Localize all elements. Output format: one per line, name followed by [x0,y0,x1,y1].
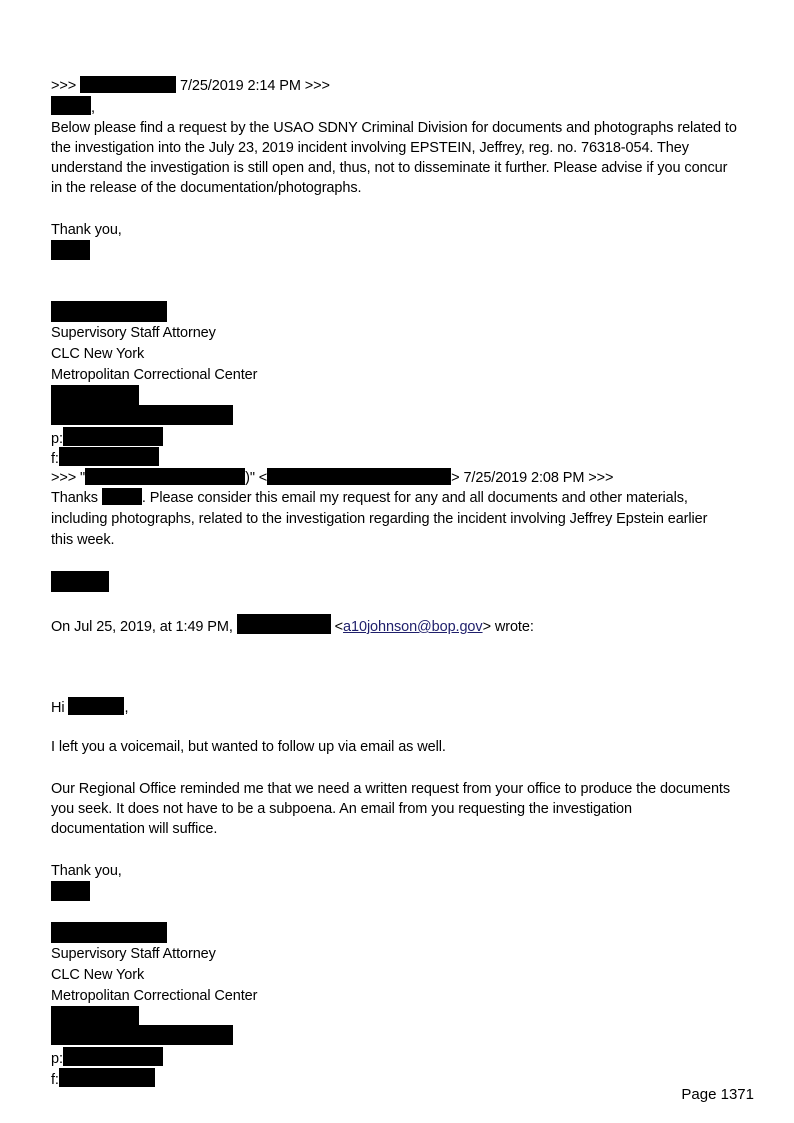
header-prefix: >>> [51,78,77,94]
quoted-body-line-3: documentation will suffice. [51,821,218,837]
signature2-office: CLC New York [51,967,145,983]
redaction-signature2-name [51,922,167,943]
redaction-signature-name [51,301,167,322]
quoted-header [51,614,534,637]
quoted-on-prefix: On Jul 25, 2019, at 1:49 PM, [51,619,233,635]
redaction-address2-2 [51,1025,233,1045]
redaction-address-2 [51,405,233,425]
redaction-address2-1 [51,1006,139,1027]
redaction-recipient-name [102,488,142,505]
redaction-quoted-sender [237,614,331,634]
signature2-phone [51,1047,163,1069]
greeting-comma: , [91,100,95,116]
email-close: > wrote: [482,619,534,635]
email-link[interactable]: a10johnson@bop.gov [343,619,483,635]
email2-line-2: including photographs, related to the investigation regarding the incident involving Jeffrey Epstein earlier [51,511,708,527]
voicemail-line: I left you a voicemail, but wanted to follow up via email as well. [51,739,446,755]
redaction-sender-name [85,468,245,485]
fax-label: f: [51,451,59,467]
redaction-phone-2 [63,1047,163,1066]
thanks-word: Thanks [51,490,98,506]
email1-header [51,76,330,96]
signature1-office: CLC New York [51,346,145,362]
signature2-facility: Metropolitan Correctional Center [51,988,258,1004]
redaction-signoff-name [51,240,90,260]
email1-body-line-2: the investigation into the July 23, 2019 incident involving EPSTEIN, Jeffrey, reg. no. 76318-054. They [51,140,689,156]
header-prefix: >>> " [51,470,86,486]
email2-line-1 [51,488,688,508]
email-open: < [334,619,344,635]
redaction-fax [59,447,159,466]
email1-body-line-4: in the release of the documentation/photographs. [51,180,362,196]
redaction-quoted-recipient [68,697,124,715]
phone-label: p: [51,1051,63,1067]
redaction-fax-2 [59,1068,155,1087]
signature2-fax [51,1068,155,1090]
signature1-title: Supervisory Staff Attorney [51,325,216,341]
quoted-signoff: Thank you, [51,863,122,879]
signature1-phone [51,427,163,449]
page-number: Page 1371 [681,1086,754,1103]
signature2-title: Supervisory Staff Attorney [51,946,216,962]
quoted-body-line-1: Our Regional Office reminded me that we need a written request from your office to produce the documents [51,781,730,797]
signature1-fax [51,447,159,469]
hi-word: Hi [51,700,65,716]
redaction-quoted-signoff-name [51,881,90,901]
signature1-facility: Metropolitan Correctional Center [51,367,258,383]
redaction-address-1 [51,385,139,406]
email2-header [51,468,613,488]
redaction-greeting-name [51,96,91,115]
redaction-sender-email [267,468,451,485]
email1-body-line-3: understand the investigation is still open and, thus, not to disseminate it further. Please advise if you concur [51,160,728,176]
header-time: > 7/25/2019 2:08 PM >>> [451,470,614,486]
redaction-phone [63,427,163,446]
email1-signoff: Thank you, [51,222,122,238]
email2-line-3: this week. [51,532,115,548]
quoted-body-line-2: you seek. It does not have to be a subpoena. An email from you requesting the investigation [51,801,632,817]
redaction-sender [80,76,176,93]
email1-body-line-1: Below please find a request by the USAO SDNY Criminal Division for documents and photographs related to [51,120,737,136]
quoted-greeting [51,697,128,718]
header-mid: )" < [245,470,268,486]
hi-comma: , [124,700,129,716]
redaction-email2-signature [51,571,109,592]
header-time: 7/25/2019 2:14 PM >>> [179,78,330,94]
line1-rest: . Please consider this email my request for any and all documents and other materials, [141,490,688,506]
phone-label: p: [51,431,63,447]
fax-label: f: [51,1072,59,1088]
